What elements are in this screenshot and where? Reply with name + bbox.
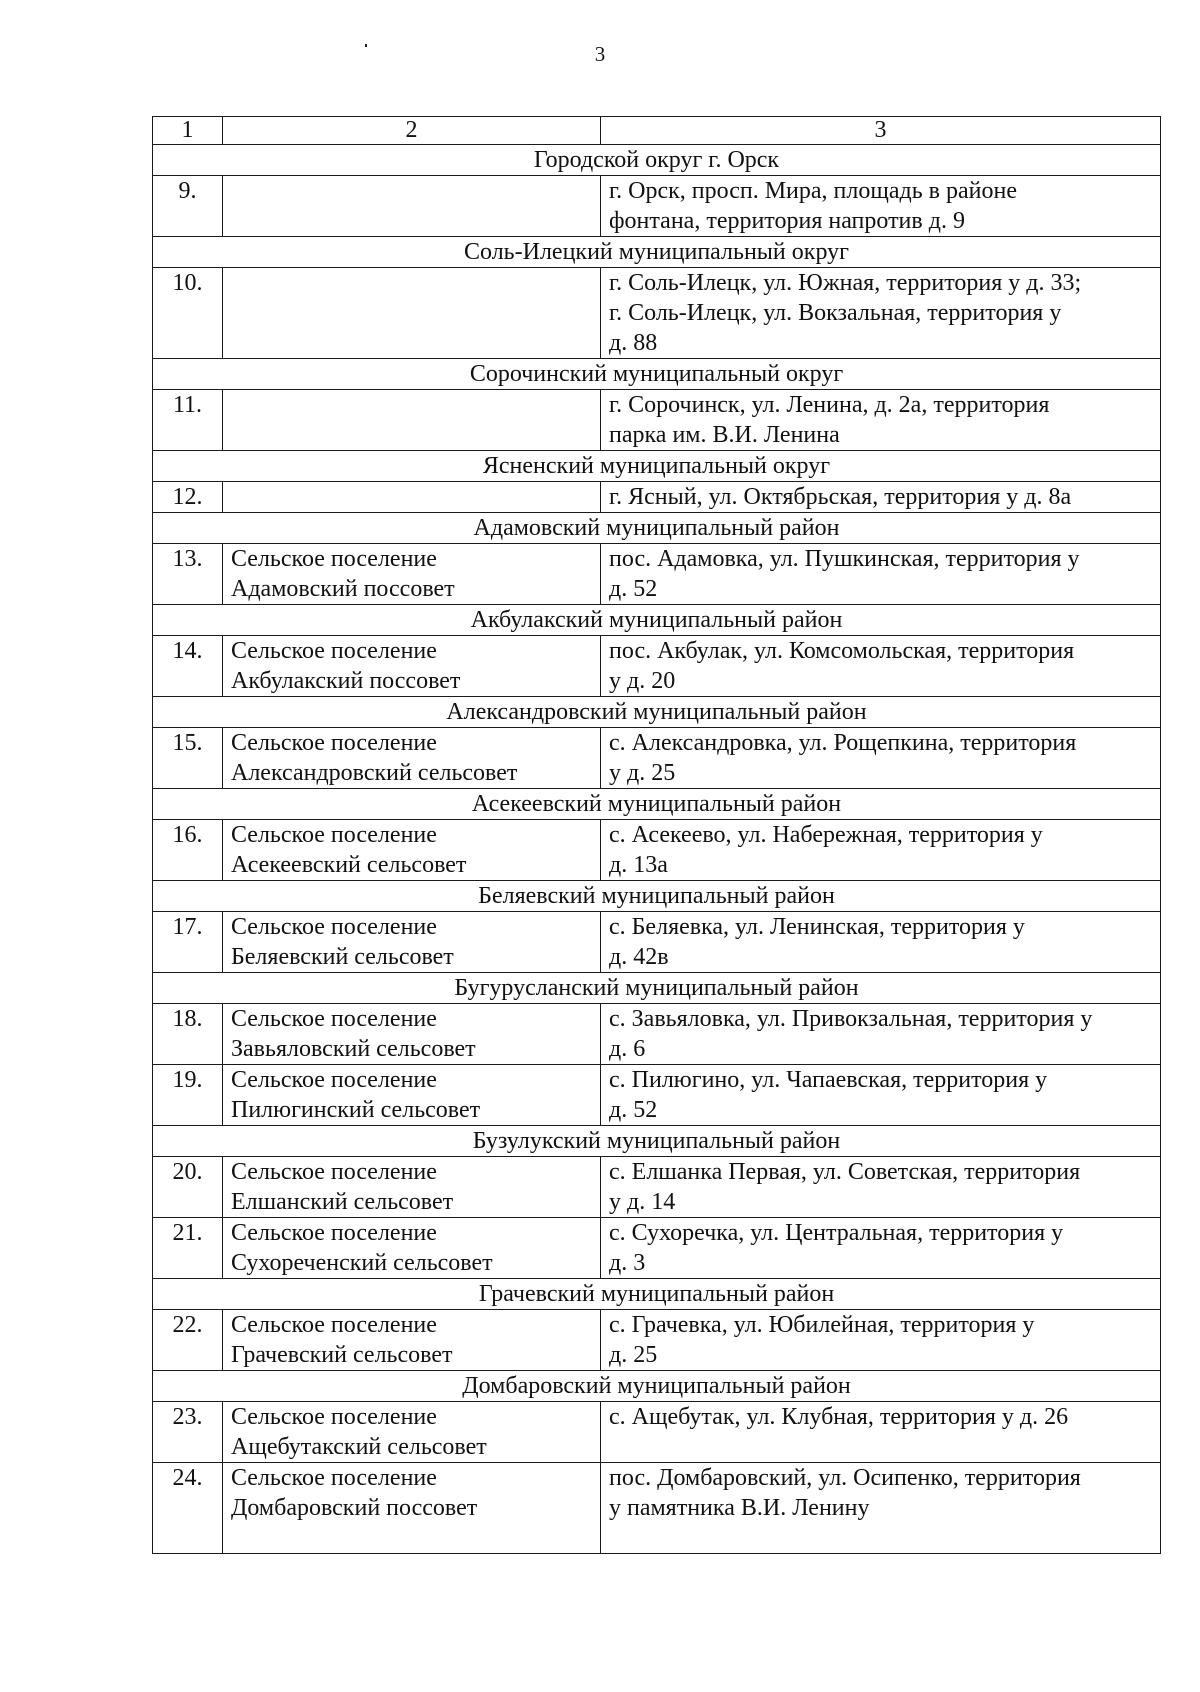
section-title: Беляевский муниципальный район bbox=[153, 881, 1161, 912]
row-number: 21. bbox=[153, 1218, 223, 1279]
table-row bbox=[153, 1065, 1161, 1126]
address-cell bbox=[601, 1402, 1161, 1463]
settlement-cell bbox=[223, 1402, 601, 1463]
page-number: 3 bbox=[594, 42, 606, 66]
section-title: Грачевский муниципальный район bbox=[153, 1279, 1161, 1310]
address-cell bbox=[601, 268, 1161, 359]
section-title: Бузулукский муниципальный район bbox=[153, 1126, 1161, 1157]
row-number: 23. bbox=[153, 1402, 223, 1463]
address-line: с. Асекеево, ул. Набережная, территория у bbox=[609, 822, 1043, 848]
table-row bbox=[153, 728, 1161, 789]
row-number: 13. bbox=[153, 544, 223, 605]
address-cell bbox=[601, 1004, 1161, 1065]
table-row bbox=[153, 268, 1161, 359]
address-line: у памятника В.И. Ленину bbox=[609, 1495, 870, 1521]
settlement-line: Александровский сельсовет bbox=[231, 760, 518, 786]
section-title: Домбаровский муниципальный район bbox=[153, 1371, 1161, 1402]
section-row bbox=[153, 145, 1161, 176]
section-row bbox=[153, 605, 1161, 636]
table-row bbox=[153, 820, 1161, 881]
settlement-cell bbox=[223, 482, 601, 513]
address-line: пос. Акбулак, ул. Комсомольская, территория bbox=[609, 638, 1075, 664]
settlement-cell bbox=[223, 544, 601, 605]
address-cell bbox=[601, 1218, 1161, 1279]
settlement-line: Домбаровский поссовет bbox=[231, 1495, 478, 1521]
section-row bbox=[153, 1279, 1161, 1310]
scan-speck bbox=[365, 44, 367, 47]
settlement-cell bbox=[223, 1463, 601, 1554]
section-row bbox=[153, 1371, 1161, 1402]
settlement-line: Сельское поселение bbox=[231, 822, 437, 848]
settlement-cell bbox=[223, 390, 601, 451]
section-row bbox=[153, 789, 1161, 820]
section-row bbox=[153, 1126, 1161, 1157]
address-line: с. Завьяловка, ул. Привокзальная, территория у bbox=[609, 1006, 1093, 1032]
settlement-line: Сельское поселение bbox=[231, 1067, 437, 1093]
settlement-line: Адамовский поссовет bbox=[231, 576, 455, 602]
address-line: у д. 14 bbox=[609, 1189, 676, 1215]
settlement-line: Завьяловский сельсовет bbox=[231, 1036, 476, 1062]
table-row bbox=[153, 1004, 1161, 1065]
address-cell bbox=[601, 728, 1161, 789]
address-cell bbox=[601, 820, 1161, 881]
section-row bbox=[153, 359, 1161, 390]
settlement-line: Грачевский сельсовет bbox=[231, 1342, 453, 1368]
settlement-cell bbox=[223, 1218, 601, 1279]
address-cell bbox=[601, 1157, 1161, 1218]
header-col-3: 3 bbox=[601, 117, 1161, 145]
settlement-line: Ащебутакский сельсовет bbox=[231, 1434, 487, 1460]
settlement-line: Асекеевский сельсовет bbox=[231, 852, 467, 878]
address-cell bbox=[601, 482, 1161, 513]
address-line: с. Пилюгино, ул. Чапаевская, территория у bbox=[609, 1067, 1048, 1093]
row-number: 20. bbox=[153, 1157, 223, 1218]
table-row bbox=[153, 544, 1161, 605]
section-title: Александровский муниципальный район bbox=[153, 697, 1161, 728]
address-cell bbox=[601, 912, 1161, 973]
address-line: у д. 20 bbox=[609, 668, 676, 694]
settlement-cell bbox=[223, 636, 601, 697]
settlement-line: Беляевский сельсовет bbox=[231, 944, 454, 970]
row-number: 9. bbox=[153, 176, 223, 237]
row-number: 10. bbox=[153, 268, 223, 359]
table-row bbox=[153, 1157, 1161, 1218]
section-title: Соль-Илецкий муниципальный округ bbox=[153, 237, 1161, 268]
settlement-line: Сельское поселение bbox=[231, 730, 437, 756]
address-line: с. Елшанка Первая, ул. Советская, территория bbox=[609, 1159, 1081, 1185]
row-number: 19. bbox=[153, 1065, 223, 1126]
address-cell bbox=[601, 1463, 1161, 1554]
section-title: Городской округ г. Орск bbox=[153, 145, 1161, 176]
address-line: парка им. В.И. Ленина bbox=[609, 422, 840, 448]
section-title: Асекеевский муниципальный район bbox=[153, 789, 1161, 820]
settlement-line: Елшанский сельсовет bbox=[231, 1189, 454, 1215]
row-number: 18. bbox=[153, 1004, 223, 1065]
settlement-line: Сельское поселение bbox=[231, 1159, 437, 1185]
section-title: Адамовский муниципальный район bbox=[153, 513, 1161, 544]
section-title: Акбулакский муниципальный район bbox=[153, 605, 1161, 636]
address-cell bbox=[601, 390, 1161, 451]
settlement-cell bbox=[223, 820, 601, 881]
settlement-cell bbox=[223, 1065, 601, 1126]
settlement-line: Акбулакский поссовет bbox=[231, 668, 461, 694]
address-line: с. Беляевка, ул. Ленинская, территория у bbox=[609, 914, 1025, 940]
header-row bbox=[153, 117, 1161, 145]
address-line: д. 6 bbox=[609, 1036, 646, 1062]
settlement-cell bbox=[223, 176, 601, 237]
table-body bbox=[153, 117, 1161, 1554]
table-row bbox=[153, 1310, 1161, 1371]
table-row bbox=[153, 912, 1161, 973]
table-row bbox=[153, 1402, 1161, 1463]
header-col-2: 2 bbox=[223, 117, 601, 145]
section-row bbox=[153, 973, 1161, 1004]
address-cell bbox=[601, 636, 1161, 697]
section-row bbox=[153, 513, 1161, 544]
row-number: 14. bbox=[153, 636, 223, 697]
address-line: с. Ащебутак, ул. Клубная, территория у д. 26 bbox=[609, 1404, 1069, 1430]
section-row bbox=[153, 881, 1161, 912]
settlement-line: Сельское поселение bbox=[231, 914, 437, 940]
row-number: 11. bbox=[153, 390, 223, 451]
section-title: Бугурусланский муниципальный район bbox=[153, 973, 1161, 1004]
address-line: с. Грачевка, ул. Юбилейная, территория у bbox=[609, 1312, 1035, 1338]
row-number: 15. bbox=[153, 728, 223, 789]
settlement-cell bbox=[223, 912, 601, 973]
address-line: д. 25 bbox=[609, 1342, 658, 1368]
section-title: Ясненский муниципальный округ bbox=[153, 451, 1161, 482]
section-title: Сорочинский муниципальный округ bbox=[153, 359, 1161, 390]
address-line: г. Ясный, ул. Октябрьская, территория у д. 8а bbox=[609, 484, 1072, 510]
row-number: 12. bbox=[153, 482, 223, 513]
address-line: с. Сухоречка, ул. Центральная, территория у bbox=[609, 1220, 1064, 1246]
address-cell bbox=[601, 176, 1161, 237]
settlement-cell bbox=[223, 728, 601, 789]
address-line: с. Александровка, ул. Рощепкина, территория bbox=[609, 730, 1077, 756]
table-row bbox=[153, 1218, 1161, 1279]
settlement-cell bbox=[223, 1157, 601, 1218]
address-line: д. 88 bbox=[609, 330, 658, 356]
address-line: фонтана, территория напротив д. 9 bbox=[609, 208, 965, 234]
address-line: г. Соль-Илецк, ул. Южная, территория у д. 33; bbox=[609, 270, 1082, 296]
settlement-line: Сельское поселение bbox=[231, 546, 437, 572]
address-line: д. 13а bbox=[609, 852, 668, 878]
settlement-line: Пилюгинский сельсовет bbox=[231, 1097, 481, 1123]
header-col-1: 1 bbox=[153, 117, 223, 145]
address-line: г. Орск, просп. Мира, площадь в районе bbox=[609, 178, 1017, 204]
row-number: 24. bbox=[153, 1463, 223, 1554]
table-row bbox=[153, 176, 1161, 237]
address-line: г. Сорочинск, ул. Ленина, д. 2а, территория bbox=[609, 392, 1050, 418]
locations-table bbox=[152, 116, 1161, 1554]
section-row bbox=[153, 697, 1161, 728]
settlement-line: Сельское поселение bbox=[231, 1404, 437, 1430]
section-row bbox=[153, 237, 1161, 268]
address-cell bbox=[601, 1065, 1161, 1126]
settlement-line: Сельское поселение bbox=[231, 638, 437, 664]
address-line: пос. Домбаровский, ул. Осипенко, территория bbox=[609, 1465, 1081, 1491]
settlement-line: Сухореченский сельсовет bbox=[231, 1250, 493, 1276]
table-row bbox=[153, 1463, 1161, 1554]
settlement-cell bbox=[223, 268, 601, 359]
settlement-line: Сельское поселение bbox=[231, 1465, 437, 1491]
section-row bbox=[153, 451, 1161, 482]
settlement-line: Сельское поселение bbox=[231, 1006, 437, 1032]
settlement-cell bbox=[223, 1310, 601, 1371]
address-line: д. 52 bbox=[609, 1097, 658, 1123]
address-line: д. 3 bbox=[609, 1250, 646, 1276]
row-number: 22. bbox=[153, 1310, 223, 1371]
settlement-line: Сельское поселение bbox=[231, 1220, 437, 1246]
table-row bbox=[153, 482, 1161, 513]
address-line: у д. 25 bbox=[609, 760, 676, 786]
row-number: 17. bbox=[153, 912, 223, 973]
table-row bbox=[153, 390, 1161, 451]
address-line: пос. Адамовка, ул. Пушкинская, территория у bbox=[609, 546, 1080, 572]
address-cell bbox=[601, 544, 1161, 605]
address-cell bbox=[601, 1310, 1161, 1371]
settlement-cell bbox=[223, 1004, 601, 1065]
address-line: г. Соль-Илецк, ул. Вокзальная, территория у bbox=[609, 300, 1062, 326]
address-line: д. 42в bbox=[609, 944, 669, 970]
row-number: 16. bbox=[153, 820, 223, 881]
table-row bbox=[153, 636, 1161, 697]
address-line: д. 52 bbox=[609, 576, 658, 602]
settlement-line: Сельское поселение bbox=[231, 1312, 437, 1338]
